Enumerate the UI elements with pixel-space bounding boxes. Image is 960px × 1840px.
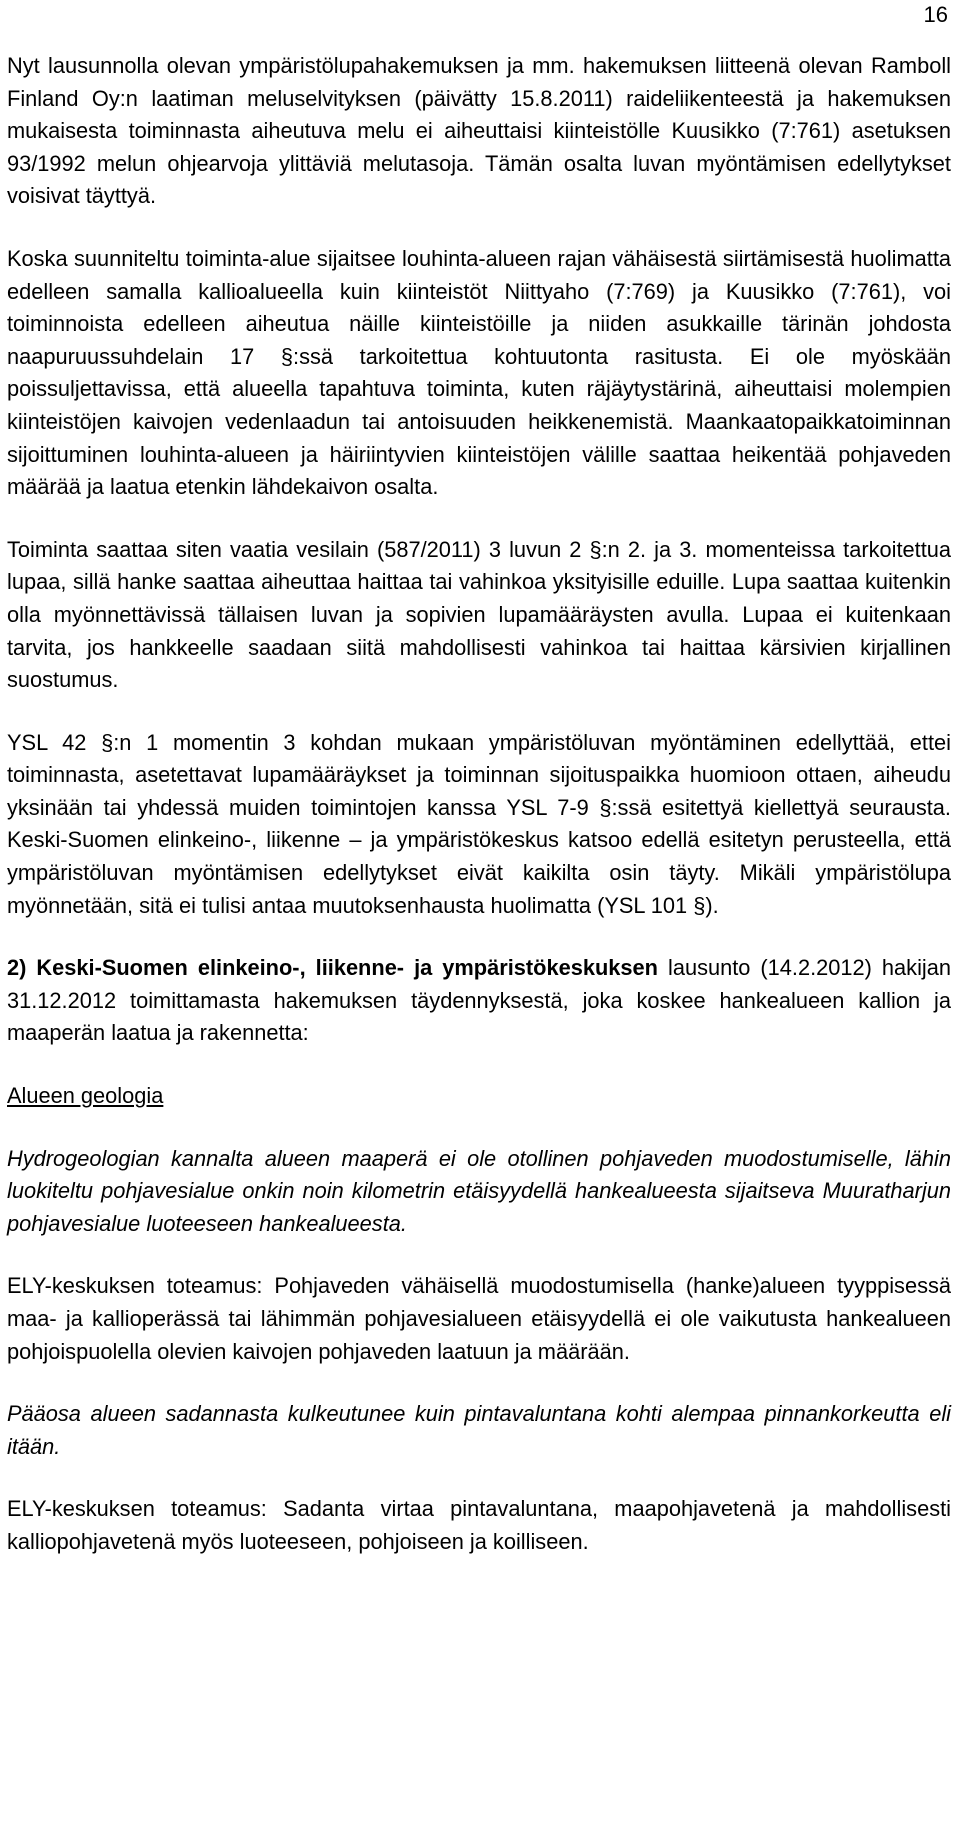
paragraph-water-act: Toiminta saattaa siten vaatia vesilain (587/2011) 3 luvun 2 §:n 2. ja 3. momenteissa tarkoitettua lupaa, sillä hanke saattaa aiheuttaa haittaa tai vahinkoa yksityisille eduille. Lupa saattaa kuitenkin olla myönnettävissä tällaisen luvan ja sopivien lupamääräysten avulla. Lupaa ei kuitenkaan tarvita, jos hankkeelle saadaan siitä mahdollisesti vahinkoa tai haittaa kärsivien kirjallinen suostumus. — [7, 536, 951, 693]
section-heading-geology — [7, 1080, 951, 1113]
paragraph-noise: Nyt lausunnolla olevan ympäristölupahakemuksen ja mm. hakemuksen liitteenä olevan Ramboll Finland Oy:n laatiman meluselvityksen (päivätty 15.8.2011) raideliikenteestä ja hakemuksen mukaisesta toiminnasta aiheutuva melu ei aiheuttaisi kiinteistölle Kuusikko (7:761) asetuksen 93/1992 melun ohjearvoja ylittäviä melutasoja. Tämän osalta luvan myöntämisen edellytykset voisivat täyttyä. — [7, 53, 951, 209]
paragraph-hydrogeology: Hydrogeologian kannalta alueen maaperä ei ole otollinen pohjaveden muodostumiselle, lähin luokiteltu pohjavesialue onkin noin kilometrin etäisyydellä hankealueesta sijaitseva Muuratharjun pohjavesialue luoteeseen hankealueesta. — [7, 1145, 951, 1236]
paragraph-precipitation: Pääosa alueen sadannasta kulkeutunee kuin pintavaluntana kohti alempaa pinnankorkeutta eli itään. — [7, 1401, 951, 1459]
paragraph-ysl-42: YSL 42 §:n 1 momentin 3 kohdan mukaan ympäristöluvan myöntäminen edellyttää, ettei toiminnasta, asetettavat lupamääräykset ja toiminnan sijoituspaikka huomioon ottaen, aiheudu yksinään tai yhdessä muiden toimintojen kanssa YSL 7-9 §:ssä esitettyä kiellettyä seurausta. Keski-Suomen elinkeino-, liikenne – ja ympäristökeskus katsoo edellä esitetyn perusteella, että ympäristöluvan myöntämisen edellytykset eivät kaikilta osin täyty. Mikäli ympäristölupa myönnetään, sitä ei tulisi antaa muutoksenhausta huolimatta (YSL 101 §). — [7, 729, 951, 918]
paragraph-ely-statement-2: ELY-keskuksen toteamus: Sadanta virtaa pintavaluntana, maapohjavetenä ja mahdollisesti kalliopohjavetenä myös luoteeseen, pohjoiseen ja koilliseen. — [7, 1496, 951, 1554]
paragraph-ely-statement-1: ELY-keskuksen toteamus: Pohjaveden vähäisellä muodostumisella (hanke)alueen tyyppisessä maa- ja kallioperässä tai lähimmän pohjavesialueen etäisyydellä ei ole vaikutusta hankealueen pohjoispuolella olevien kaivojen pohjaveden laatuun ja määrään. — [7, 1273, 951, 1364]
paragraph-vibration: Koska suunniteltu toiminta-alue sijaitsee louhinta-alueen rajan vähäisestä siirtämisestä huolimatta edelleen samalla kallioalueella kuin kiinteistöt Niittyaho (7:769) ja Kuusikko (7:761), voi toiminnoista edelleen aiheutua näille kiinteistöille ja niiden asukkaille tärinän johdosta naapuruussuhdelain 17 §:ssä tarkoitettua kohtuutonta rasitusta. Ei ole myöskään poissuljettavissa, että alueella tapahtuva toiminta, kuten räjäytystärinä, aiheuttaisi molempien kiinteistöjen kaivojen vedenlaadun tai antoisuuden heikkenemistä. Maankaatopaikkatoiminnan sijoittuminen louhinta-alueen ja häiriintyvien kiinteistöjen välille saattaa heikentää pohjaveden määrää ja laatua etenkin lähdekaivon osalta. — [7, 245, 951, 500]
statement-text: lausunto (14.2.2012) hakijan 31.12.2012 toimittamasta hakemuksen täydennyksestä, joka koskee hankealueen kallion ja maaperän laatua ja rakennetta: — [7, 955, 952, 1046]
page-number: 16 — [923, 2, 948, 27]
statement-heading: 2) Keski-Suomen elinkeino-, liikenne- ja ympäristökeskuksen — [7, 955, 658, 981]
paragraph-statement-2 — [7, 952, 951, 1050]
document-body — [7, 50, 951, 1589]
geology-heading: Alueen geologia — [7, 1083, 164, 1109]
